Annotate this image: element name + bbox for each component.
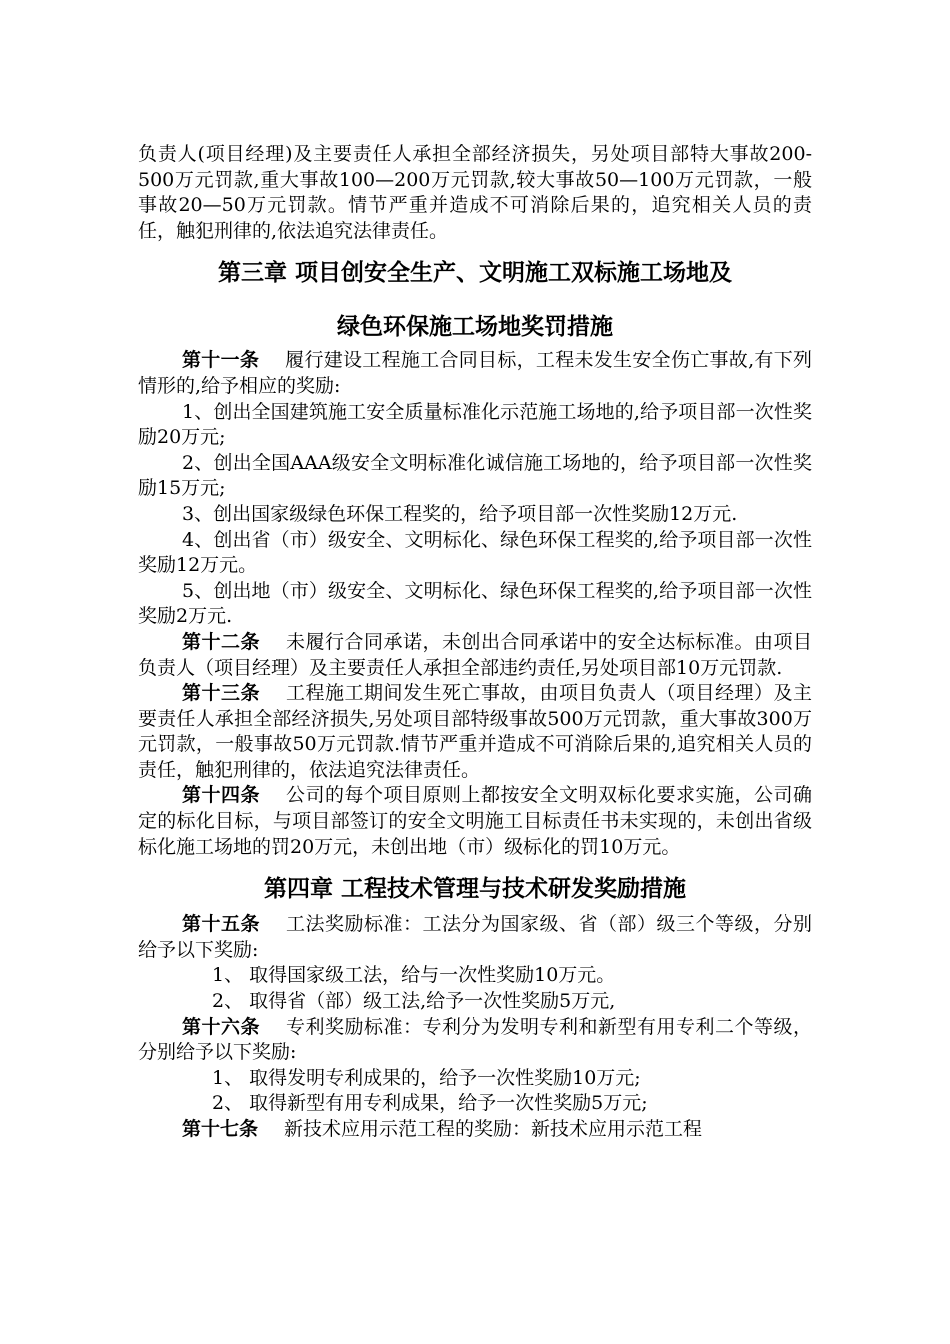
article-16-item-2: 2、 取得新型有用专利成果，给予一次性奖励5万元; xyxy=(212,1092,648,1115)
document-body xyxy=(138,142,812,1143)
article-17-label: 第十七条 xyxy=(182,1118,259,1140)
chapter-4-title: 第四章 工程技术管理与技术研发奖励措施 xyxy=(263,876,686,903)
article-16-text: 专利奖励标准：专利分为发明专利和新型有用专利二个等级，分别给予以下奖励: xyxy=(138,1015,812,1064)
article-11 xyxy=(138,348,812,399)
article-17 xyxy=(138,1117,812,1143)
article-11-text: 履行建设工程施工合同目标，工程未发生安全伤亡事故,有下列情形的,给予相应的奖励: xyxy=(138,349,812,397)
article-11-item-2: 2、创出全国AAA级安全文明标准化诚信施工场地的，给予项目部一次性奖励15万元; xyxy=(138,451,812,500)
article-15-text: 工法奖励标准：工法分为国家级、省（部）级三个等级，分别给予以下奖励: xyxy=(138,913,812,961)
article-16 xyxy=(138,1015,812,1066)
article-15 xyxy=(138,912,812,963)
intro-paragraph: 负责人(项目经理)及主要责任人承担全部经济损失，另处项目部特大事故200-500万元罚款,重大事故100—200万元罚款,较大事故50—100万元罚款，一般事故20—50万元罚款。情节严重并造成不可消除后果的，追究相关人员的责任，触犯刑律的,依法追究法律责任。 xyxy=(138,143,812,242)
article-11-label: 第十一条 xyxy=(182,349,260,372)
article-15-item-2: 2、 取得省（部）级工法,给予一次性奖励5万元, xyxy=(212,990,616,1013)
article-14-text: 公司的每个项目原则上都按安全文明双标化要求实施，公司确定的标化目标，与项目部签订的安全文明施工目标责任书未实现的，未创出省级标化施工场地的罚20万元，未创出地（市）级标化的罚10万元。 xyxy=(138,784,812,858)
article-12-text: 未履行合同承诺，未创出合同承诺中的安全达标标准。由项目负责人（项目经理）及主要责任人承担全部违约责任,另处项目部10万元罚款. xyxy=(138,630,812,679)
article-14-label: 第十四条 xyxy=(182,784,260,807)
article-11-item-3: 3、创出国家级绿色环保工程奖的，给予项目部一次性奖励12万元. xyxy=(182,502,738,525)
article-16-label: 第十六条 xyxy=(182,1015,260,1038)
article-15-label: 第十五条 xyxy=(182,913,260,936)
article-11-item-4: 4、创出省（市）级安全、文明标化、绿色环保工程奖的,给予项目部一次性奖励12万元。 xyxy=(138,528,812,577)
article-14 xyxy=(138,783,812,860)
article-15-item-1: 1、 取得国家级工法，给与一次性奖励10万元。 xyxy=(212,964,616,987)
article-17-text: 新技术应用示范工程的奖励：新技术应用示范工程 xyxy=(284,1118,703,1140)
article-13-label: 第十三条 xyxy=(182,682,260,705)
article-12-label: 第十二条 xyxy=(182,630,260,653)
article-13-text: 工程施工期间发生死亡事故，由项目负责人（项目经理）及主要责任人承担全部经济损失,另处项目部特级事故500万元罚款，重大事故300万元罚款，一般事故50万元罚款.情节严重并造成不可消除后果的,追究相关人员的责任，触犯刑律的，依法追究法律责任。 xyxy=(138,682,812,781)
article-11-item-1: 1、创出全国建筑施工安全质量标准化示范施工场地的,给予项目部一次性奖励20万元; xyxy=(138,400,812,449)
article-13 xyxy=(138,681,812,783)
article-12 xyxy=(138,630,812,681)
article-11-item-5: 5、创出地（市）级安全、文明标化、绿色环保工程奖的,给予项目部一次性奖励2万元. xyxy=(138,579,812,628)
chapter-3-title-line-1: 第三章 项目创安全生产、文明施工双标施工场地及 xyxy=(217,260,732,287)
article-16-item-1: 1、 取得发明专利成果的，给予一次性奖励10万元; xyxy=(212,1066,641,1089)
chapter-3-title-line-2: 绿色环保施工场地奖罚措施 xyxy=(337,314,613,341)
